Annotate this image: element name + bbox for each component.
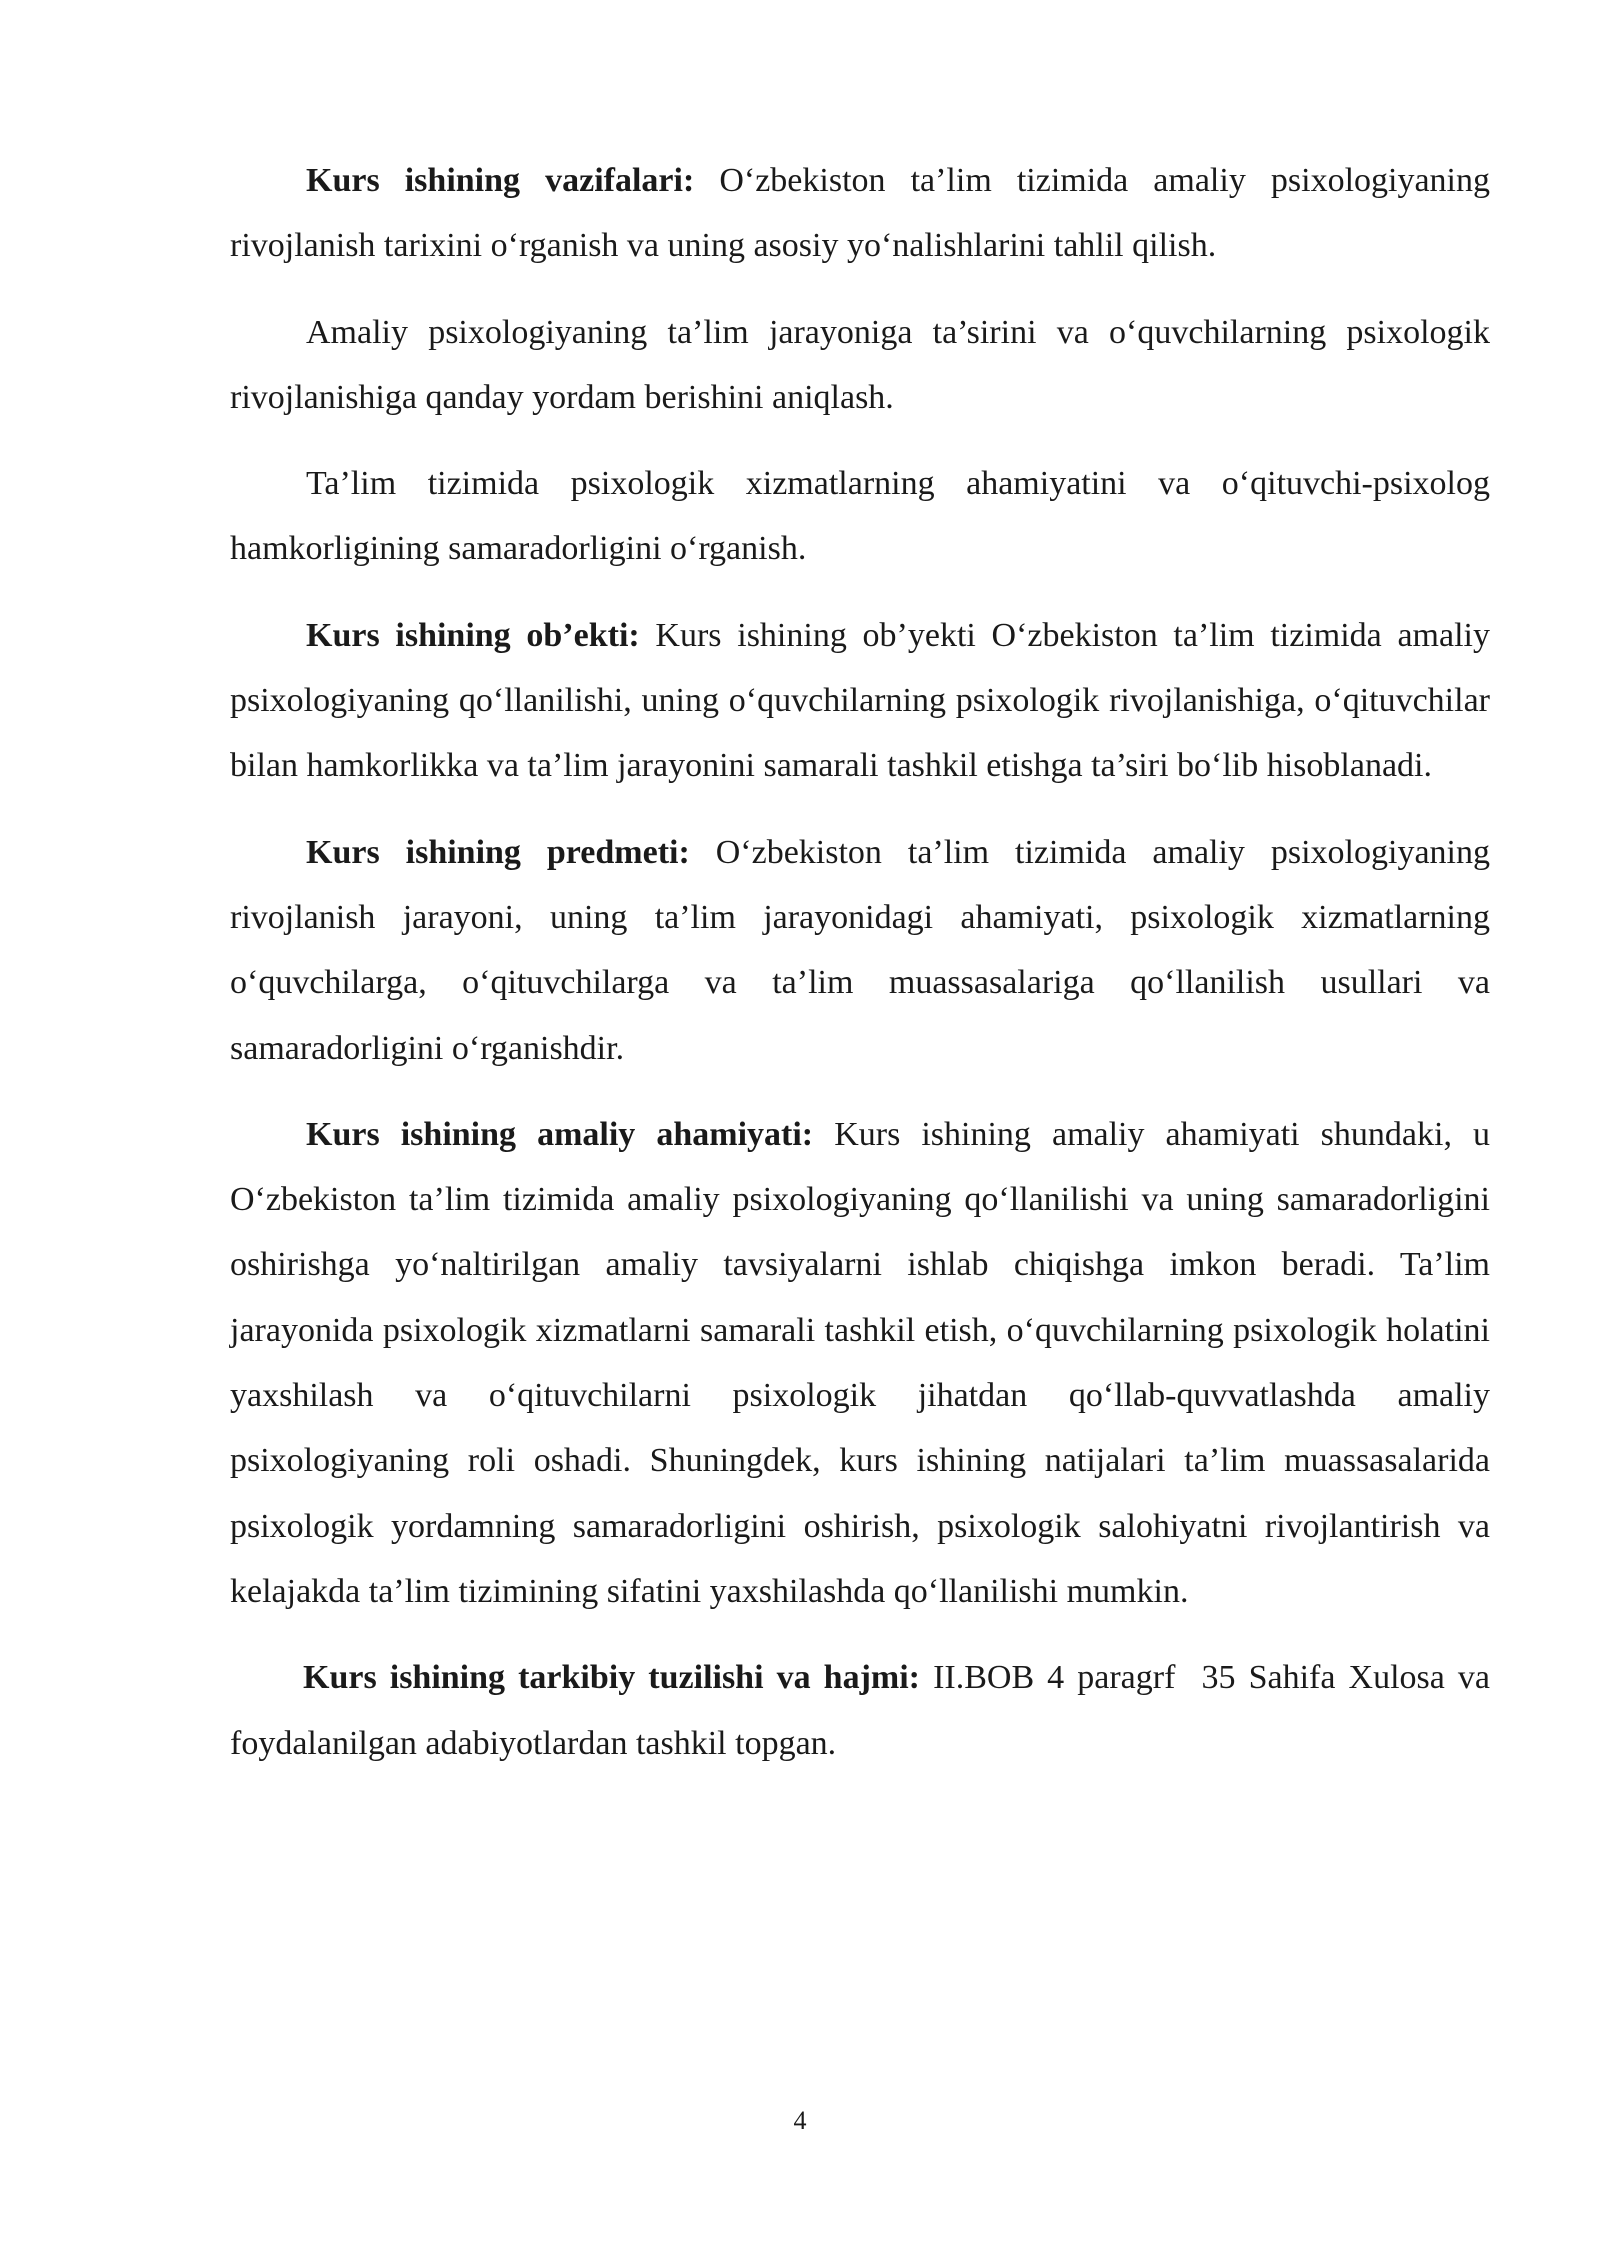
paragraph-label: Kurs ishining predmeti:: [306, 833, 690, 871]
paragraph-label: Kurs ishining amaliy ahamiyati:: [306, 1115, 814, 1153]
paragraph-text: II.BOB 4 paragrf 35 Sahifa Xulosa va foydalanilgan adabiyotlardan tashkil topgan.: [230, 1659, 1499, 1762]
paragraph-practical-significance: [230, 1102, 1490, 1624]
paragraph-object: [230, 603, 1490, 799]
paragraph-text: O‘zbekiston ta’lim tizimida amaliy psixologiyaning rivojlanish jarayoni, uning ta’lim jarayonidagi ahamiyati, psixologik xizmatlarning o‘quvchilarga, o‘qituvchilarga va ta’lim muassasalariga qo‘llanilish usullari va samaradorligini o‘rganishdir.: [230, 833, 1490, 1067]
paragraph-tasks-2: [230, 300, 1490, 431]
page-number: 4: [793, 2106, 807, 2135]
paragraph-tasks-3: [230, 451, 1490, 582]
document-body: [230, 148, 1499, 1797]
paragraph-structure: [230, 1645, 1499, 1776]
paragraph-label: Kurs ishining vazifalari:: [306, 162, 695, 199]
paragraph-text: Kurs ishining amaliy ahamiyati shundaki, u O‘zbekiston ta’lim tizimida amaliy psixologiyaning qo‘llanilishi va uning samaradorligini oshirishga yo‘naltirilgan amaliy tavsiyalarni ishlab chiqishga imkon beradi. Ta’lim jarayonida psixologik xizmatlarni samarali tashkil etish, o‘quvchilarning psixologik holatini yaxshilash va o‘qituvchilarni psixologik jihatdan qo‘llab-quvvatlashda amaliy psixologiyaning roli oshadi. Shuningdek, kurs ishining natijalari ta’lim muassasalarida psixologik yordamning samaradorligini oshirish, psixologik salohiyatni rivojlantirish va kelajakda ta’lim tizimining sifatini yaxshilashda qo‘llanilishi mumkin.: [230, 1115, 1490, 1610]
paragraph-text: Kurs ishining ob’yekti O‘zbekiston ta’lim tizimida amaliy psixologiyaning qo‘llanilishi, uning o‘quvchilarning psixologik rivojlanishiga, o‘qituvchilar bilan hamkorlikka va ta’lim jarayonini samarali tashkil etishga ta’siri bo‘lib hisoblanadi.: [230, 616, 1490, 785]
paragraph-subject: [230, 820, 1490, 1081]
paragraph-text: Amaliy psixologiyaning ta’lim jarayoniga ta’sirini va o‘quvchilarning psixologik rivojlanishiga qanday yordam berishini aniqlash.: [230, 313, 1490, 416]
paragraph-text: Ta’lim tizimida psixologik xizmatlarning ahamiyatini va o‘qituvchi-psixolog hamkorligining samaradorligini o‘rganish.: [230, 465, 1490, 568]
paragraph-tasks: [230, 148, 1490, 279]
paragraph-label: Kurs ishining tarkibiy tuzilishi va hajmi:: [303, 1659, 920, 1697]
paragraph-text: O‘zbekiston ta’lim tizimida amaliy psixologiyaning rivojlanish tarixini o‘rganish va uning asosiy yo‘nalishlarini tahlil qilish.: [230, 162, 1490, 265]
paragraph-label: Kurs ishining ob’ekti:: [306, 616, 640, 654]
